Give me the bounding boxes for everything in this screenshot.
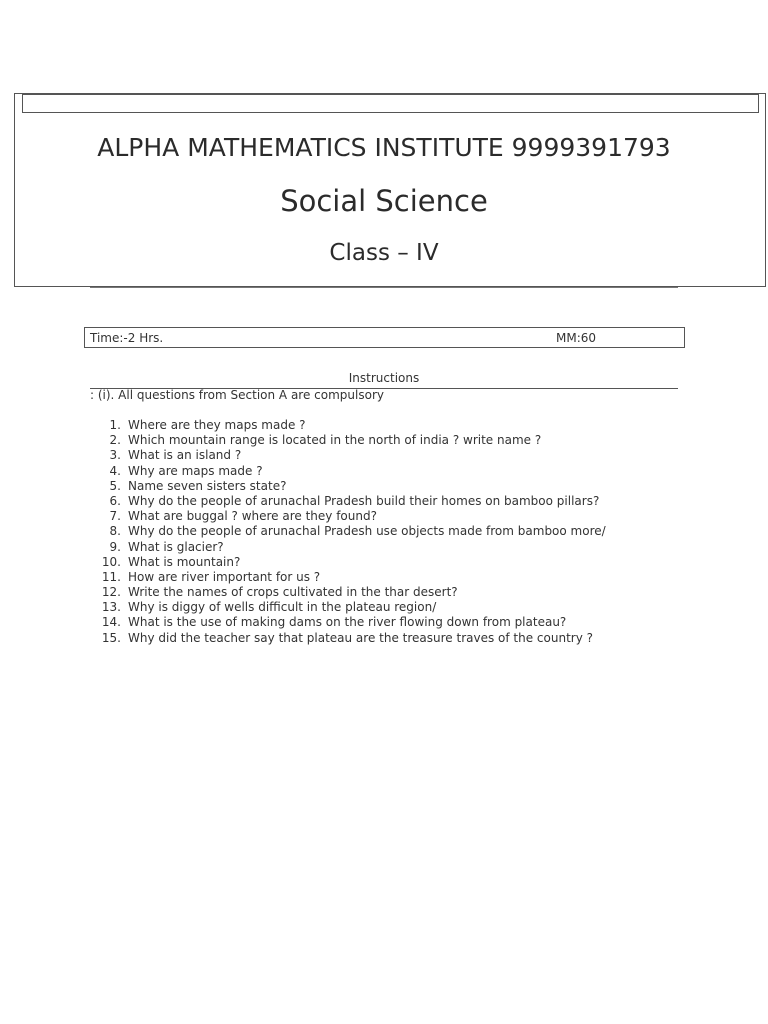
class-label: Class – IV xyxy=(329,240,439,266)
question-item xyxy=(90,418,710,433)
question-number: 5. xyxy=(109,478,121,493)
question-number: 14. xyxy=(101,615,121,630)
question-item xyxy=(90,540,710,555)
question-number: 2. xyxy=(109,433,121,448)
question-item xyxy=(90,555,710,570)
question-number: 9. xyxy=(109,539,121,554)
question-item xyxy=(90,433,710,448)
header-divider xyxy=(90,287,678,288)
question-number: 11. xyxy=(101,569,121,584)
question-item xyxy=(90,479,710,494)
instructions-title: Instructions xyxy=(348,371,420,385)
question-text: Name seven sisters state? xyxy=(128,478,287,493)
question-text: What are buggal ? where are they found? xyxy=(128,509,377,524)
question-number: 12. xyxy=(101,585,121,600)
instruction-text: : (i). All questions from Section A are compulsory xyxy=(90,388,384,402)
question-text: Why do the people of arunachal Pradesh build their homes on bamboo pillars? xyxy=(128,493,600,508)
question-item xyxy=(90,464,710,479)
question-item xyxy=(90,494,710,509)
question-item xyxy=(90,600,710,615)
header-top-bar xyxy=(22,94,759,113)
question-item xyxy=(90,570,710,585)
question-text: Write the names of crops cultivated in the thar desert? xyxy=(128,585,458,600)
question-item xyxy=(90,448,710,463)
institute-title: ALPHA MATHEMATICS INSTITUTE 9999391793 xyxy=(97,133,671,162)
question-number: 3. xyxy=(109,448,121,463)
question-number: 8. xyxy=(109,524,121,539)
question-item xyxy=(90,615,710,630)
question-number: 6. xyxy=(109,493,121,508)
exam-info-box xyxy=(84,327,685,348)
question-number: 1. xyxy=(109,418,121,432)
question-item xyxy=(90,585,710,600)
question-item xyxy=(90,631,710,646)
question-text: How are river important for us ? xyxy=(128,569,321,584)
question-text: What is glacier? xyxy=(128,539,224,554)
question-number: 10. xyxy=(101,554,121,569)
subject-title: Social Science xyxy=(280,184,488,218)
question-number: 4. xyxy=(109,463,121,478)
question-text: Why do the people of arunachal Pradesh use objects made from bamboo more/ xyxy=(128,524,606,539)
question-text: Where are they maps made ? xyxy=(128,418,306,432)
question-text: Why are maps made ? xyxy=(128,463,263,478)
question-text: What is mountain? xyxy=(128,554,241,569)
question-number: 13. xyxy=(101,600,121,615)
question-text: What is an island ? xyxy=(128,448,242,463)
question-number: 7. xyxy=(109,509,121,524)
question-list xyxy=(90,418,710,646)
time-allowed: Time:-2 Hrs. xyxy=(90,331,164,345)
question-item xyxy=(90,524,710,539)
question-text: Which mountain range is located in the north of india ? write name ? xyxy=(128,433,542,448)
question-text: What is the use of making dams on the river flowing down from plateau? xyxy=(128,615,567,630)
question-item xyxy=(90,509,710,524)
question-number: 15. xyxy=(101,630,121,645)
max-marks: MM:60 xyxy=(556,331,597,345)
question-text: Why is diggy of wells difficult in the plateau region/ xyxy=(128,600,437,615)
question-text: Why did the teacher say that plateau are the treasure traves of the country ? xyxy=(128,630,593,645)
